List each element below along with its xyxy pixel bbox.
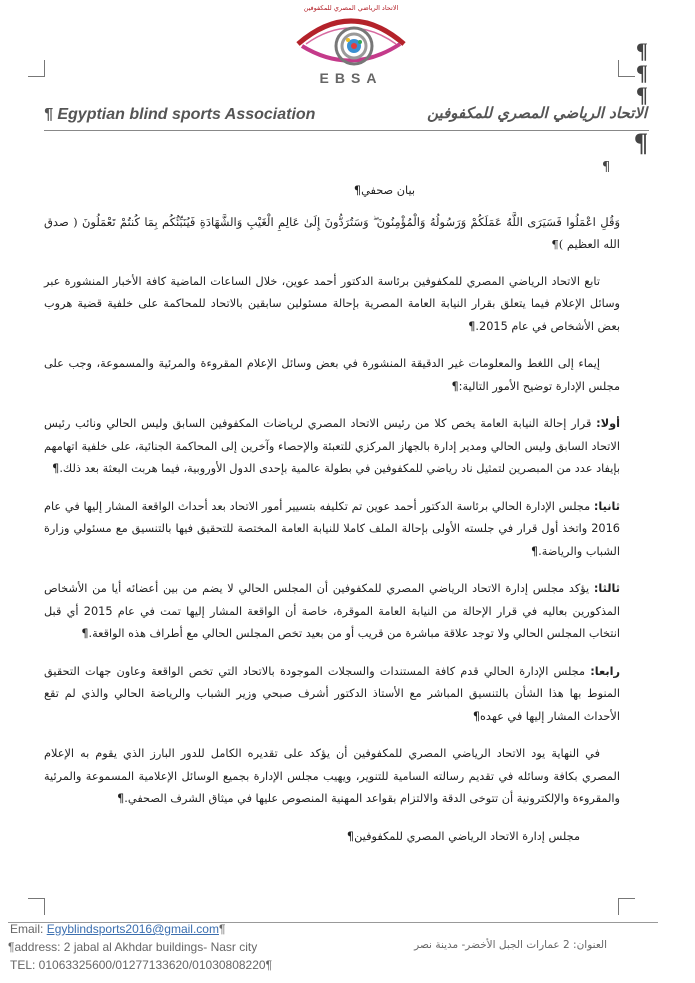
- press-release-body: [44, 158, 620, 863]
- ebsa-logo: [292, 4, 410, 96]
- item-first-label: أولا:: [596, 417, 620, 430]
- item-third-label: ثالثا:: [593, 582, 620, 595]
- footer-email-suffix: ¶: [218, 922, 226, 936]
- item-third: [44, 578, 620, 646]
- content-top-pilcrow: ¶: [602, 160, 611, 175]
- item-second-text: مجلس الإدارة الحالي برئاسة الدكتور أحمد عوين تم تكليفه بتسيير أمور الاتحاد بعد أحداث الواقعة المشار إليها في عام 2016 واتخذ أول قرار في جلسته الأولى بإحالة الملف كاملا للنيابة العامة المختصة للتحقيق فيها بالتنسيق مع مسئولي وزارة الشباب والرياضة.¶: [44, 499, 620, 558]
- footer-email-link[interactable]: Egyblindsports2016@gmail.com: [46, 922, 219, 936]
- item-third-text: يؤكد مجلس إدارة الاتحاد الرياضي المصري للمكفوفين أن المجلس الحالي لا يضم من بين أعضائه أيا من الأشخاص المذكورين بعاليه في قرار الإحالة من النيابة العامة الموقرة، خاصة أن الواقعة المشار إليها تمت في عام 2015 أي قبل انتخاب المجلس الحالي ولا توجد علاقة مباشرة من قريب أو من بعيد تخص المجلس الحالي مع أطراف هذه الواقعة.¶: [44, 582, 620, 640]
- header-title-arabic: الاتحاد الرياضي المصري للمكفوفين: [427, 104, 647, 122]
- item-fourth-text: مجلس الإدارة الحالي قدم كافة المستندات والسجلات الموجودة بالاتحاد التي تخص الواقعة وعاون جهات التحقيق المنوط بها هذا الشأن بالتنسيق المباشر مع الأستاذ الدكتور أشرف صبحي وزير الشباب والرياضة الحالي والذي لم تقع الأحداث المشار إليها في عهده¶: [44, 664, 620, 723]
- signature: مجلس إدارة الاتحاد الرياضي المصري للمكفوفين¶: [346, 829, 580, 843]
- quran-verse: وَقُلِ اعْمَلُوا فَسَيَرَى اللَّهُ عَمَلَكُمْ وَرَسُولُهُ وَالْمُؤْمِنُونَ ۖ وَسَتُرَدُّونَ إِلَىٰ عَالِمِ الْغَيْبِ وَالشَّهَادَةِ فَيُنَبِّئُكُم بِمَا كُنتُمْ تَعْمَلُونَ ( صدق الله العظيم )¶: [44, 214, 620, 251]
- header-pilcrow-1: ¶: [636, 38, 648, 63]
- item-fourth: [44, 661, 620, 729]
- logo-arc-text: الاتحاد الرياضي المصري للمكفوفين: [303, 4, 399, 12]
- document-title: بيان صحفي¶: [353, 184, 415, 197]
- item-second: [44, 496, 620, 564]
- footer-email-label: Email:: [10, 922, 47, 936]
- paragraph-closing: في النهاية يود الاتحاد الرياضي المصري للمكفوفين أن يؤكد على تقديره الكامل للدور البارز الذي يقوم به الإعلام المصري بكافة وسائله في تقديم رسالته السامية للتنوير، ويهيب مجلس الإدارة بجميع الوسائل الإعلامية المسموعة والمرئية والمقروءة والإلكترونية أن تتوخى الدقة والالتزام بقواعد المهنية المنصوص عليها في ميثاق الشرف الصحفي.¶: [44, 747, 620, 805]
- item-first-text: قرار إحالة النيابة العامة يخص كلا من رئيس الاتحاد المصري لرياضات المكفوفين السابق وليس الحالي ونائب رئيس الاتحاد السابق وليس الحالي ومدير إدارة بالجهاز المركزي للتعبئة والإحصاء وآخرين إلى المحاكمة الجنائية، على خلفية اتهامهم بإيفاد عدد من المبصرين لتمثيل ناد رياضي للمكفوفين في بطولة عالمية بإحدى الدول الأوروبية، فيما هربت البعثة بعد ذلك.¶: [44, 417, 620, 475]
- crop-mark-bottom-right: [618, 898, 635, 915]
- header-pilcrow-4: ¶: [634, 128, 649, 157]
- footer-email-line: [10, 922, 225, 936]
- paragraph-clarification: إيماء إلى اللغط والمعلومات غير الدقيقة المنشورة في بعض وسائل الإعلام المقروءة والمرئية والمسموعة، وجب على مجلس الإدارة توضيح الأمور التالية:¶: [44, 357, 620, 393]
- header-pilcrow-3: ¶: [636, 82, 648, 107]
- footer-address-arabic: العنوان: 2 عمارات الجبل الأخضر- مدينة نصر: [414, 939, 607, 951]
- crop-mark-top-right: [618, 60, 635, 77]
- crop-mark-top-left: [28, 60, 45, 77]
- footer-telephone: TEL: 01063325600/01277133620/01030808220¶: [10, 958, 273, 972]
- header-rule: [44, 130, 649, 131]
- footer-address-english: ¶address: 2 jabal al Akhdar buildings- Nasr city: [8, 940, 258, 954]
- item-fourth-label: رابعا:: [590, 664, 620, 678]
- paragraph-intro: تابع الاتحاد الرياضي المصري للمكفوفين برئاسة الدكتور أحمد عوين، خلال الساعات الماضية كافة الأخبار المنشورة عبر وسائل الإعلام فيما يتعلق بقرار النيابة العامة المصرية بإحالة مسئولين سابقين بالاتحاد للمحاكمة على خلفية قضية هروب بعض الأشخاص في عام 2015.¶: [44, 274, 620, 333]
- item-second-label: ثانيا:: [593, 499, 620, 513]
- crop-mark-bottom-left: [28, 898, 45, 915]
- header-pilcrow-2: ¶: [636, 60, 648, 85]
- item-first: [44, 413, 620, 481]
- header-title-english: ¶ Egyptian blind sports Association: [44, 106, 316, 123]
- logo-acronym: EBSA: [319, 70, 383, 86]
